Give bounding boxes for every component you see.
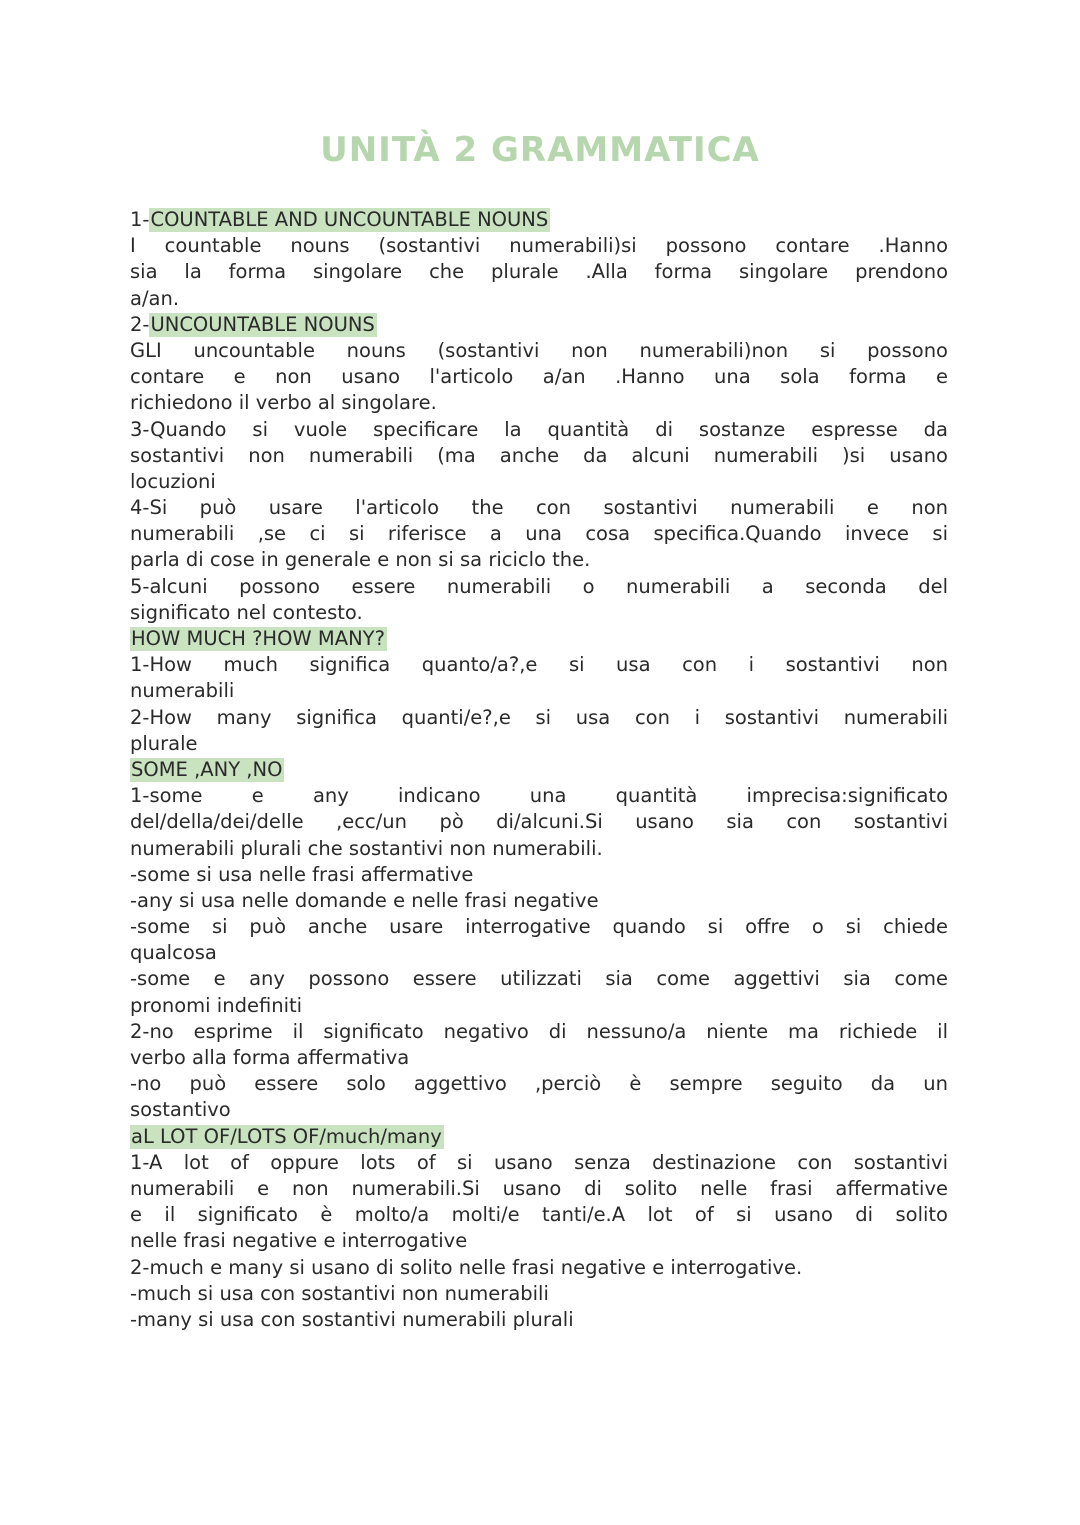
text-line: del/della/dei/delle ,ecc/un pò di/alcuni.Si usano sia con sostantivi [130, 810, 948, 834]
text-line: 2-no esprime il significato negativo di nessuno/a niente ma richiede il [130, 1019, 948, 1043]
text-line: -any si usa nelle domande e nelle frasi negative [130, 888, 599, 912]
text-line: -some e any possono essere utilizzati sia come aggettivi sia come [130, 967, 948, 991]
section-heading-highlight: UNCOUNTABLE NOUNS [150, 312, 375, 336]
text-line: numerabili e non numerabili.Si usano di solito nelle frasi affermative [130, 1176, 948, 1200]
text-line: -no può essere solo aggettivo ,perciò è sempre seguito da un [130, 1072, 948, 1096]
section-heading-number: 2- [130, 312, 150, 336]
text-line: parla di cose in generale e non si sa riciclo the. [130, 548, 591, 572]
section-heading-highlight: SOME ,ANY ,NO [131, 757, 283, 781]
text-line: -some si può anche usare interrogative quando si offre o si chiede [130, 915, 948, 939]
text-line: 1-some e any indicano una quantità imprecisa:significato [130, 784, 948, 808]
text-line: 2-How many significa quanti/e?,e si usa con i sostantivi numerabili [130, 705, 948, 729]
section-heading-highlight: HOW MUCH ?HOW MANY? [131, 627, 385, 650]
text-line: -many si usa con sostantivi numerabili plurali [130, 1307, 574, 1331]
section-heading [130, 757, 948, 783]
text-line: GLI uncountable nouns (sostantivi non numerabili)non si possono [130, 338, 948, 362]
section-heading [130, 1124, 948, 1150]
section-heading [130, 207, 948, 233]
text-line: e il significato è molto/a molti/e tanti/e.A lot of si usano di solito [130, 1203, 948, 1227]
section-heading-number: 1- [130, 208, 150, 231]
notes-content [130, 207, 948, 1333]
text-line: sostantivi non numerabili (ma anche da alcuni numerabili )si usano [130, 443, 948, 467]
text-line: I countable nouns (sostantivi numerabili)si possono contare .Hanno [130, 234, 948, 258]
text-line: significato nel contesto. [130, 600, 363, 624]
section-heading-highlight: aL LOT OF/LOTS OF/much/many [131, 1124, 442, 1148]
section-heading [130, 312, 948, 338]
text-line: plurale [130, 731, 198, 755]
text-line: 1-How much significa quanto/a?,e si usa con i sostantivi non [130, 653, 948, 677]
text-line: nelle frasi negative e interrogative [130, 1229, 468, 1253]
text-line: a/an. [130, 286, 180, 310]
text-line: locuzioni [130, 469, 216, 493]
text-line: numerabili ,se ci si riferisce a una cosa specifica.Quando invece si [130, 522, 948, 546]
text-line: numerabili plurali che sostantivi non numerabili. [130, 836, 603, 860]
text-line: 1-A lot of oppure lots of si usano senza destinazione con sostantivi [130, 1150, 948, 1174]
page-title: UNITÀ 2 GRAMMATICA [320, 130, 760, 170]
text-line: sostantivo [130, 1098, 231, 1122]
text-line: pronomi indefiniti [130, 993, 303, 1017]
text-line: verbo alla forma affermativa [130, 1046, 410, 1069]
section-heading-highlight: COUNTABLE AND UNCOUNTABLE NOUNS [150, 208, 549, 231]
text-line: 4-Si può usare l'articolo the con sostantivi numerabili e non [130, 496, 948, 520]
text-line: -much si usa con sostantivi non numerabili [130, 1281, 549, 1305]
text-line: sia la forma singolare che plurale .Alla forma singolare prendono [130, 260, 948, 284]
text-line: numerabili [130, 679, 235, 703]
text-line: qualcosa [130, 941, 217, 965]
text-line: 3-Quando si vuole specificare la quantità di sostanze espresse da [130, 417, 948, 441]
text-line: contare e non usano l'articolo a/an .Hanno una sola forma e [130, 365, 948, 389]
text-line: -some si usa nelle frasi affermative [130, 862, 474, 886]
text-line: richiedono il verbo al singolare. [130, 391, 437, 415]
section-heading [130, 626, 948, 652]
text-line: 2-much e many si usano di solito nelle frasi negative e interrogative. [130, 1255, 803, 1279]
text-line: 5-alcuni possono essere numerabili o numerabili a seconda del [130, 574, 948, 598]
